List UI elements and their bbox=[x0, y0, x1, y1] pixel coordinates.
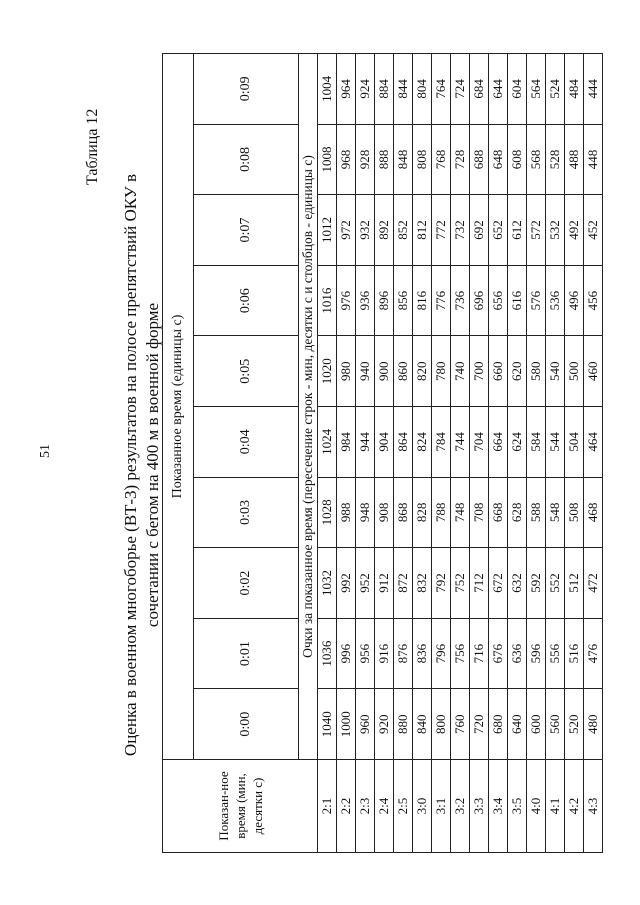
score-cell: 492 bbox=[565, 195, 584, 266]
score-cell: 652 bbox=[489, 195, 508, 266]
score-cell: 536 bbox=[546, 265, 565, 336]
score-cell: 548 bbox=[546, 477, 565, 548]
score-cell: 532 bbox=[546, 195, 565, 266]
score-cell: 1016 bbox=[318, 265, 337, 336]
score-cell: 480 bbox=[584, 689, 603, 760]
row-label: 2:5 bbox=[394, 760, 413, 853]
score-cell: 972 bbox=[337, 195, 356, 266]
score-cell: 996 bbox=[337, 618, 356, 689]
score-cell: 600 bbox=[527, 689, 546, 760]
table-row bbox=[432, 54, 451, 853]
score-cell: 644 bbox=[489, 54, 508, 125]
column-header: 0:09 bbox=[194, 54, 299, 125]
score-cell: 528 bbox=[546, 124, 565, 195]
score-cell: 632 bbox=[508, 548, 527, 619]
score-cell: 488 bbox=[565, 124, 584, 195]
score-cell: 608 bbox=[508, 124, 527, 195]
score-cell: 1000 bbox=[337, 689, 356, 760]
score-cell: 920 bbox=[375, 689, 394, 760]
score-cell: 496 bbox=[565, 265, 584, 336]
score-cell: 500 bbox=[565, 336, 584, 407]
score-cell: 760 bbox=[451, 689, 470, 760]
column-header: 0:05 bbox=[194, 336, 299, 407]
score-cell: 696 bbox=[470, 265, 489, 336]
table-row bbox=[318, 54, 337, 853]
column-header: 0:08 bbox=[194, 124, 299, 195]
score-cell: 636 bbox=[508, 618, 527, 689]
score-cell: 724 bbox=[451, 54, 470, 125]
score-cell: 736 bbox=[451, 265, 470, 336]
score-cell: 1024 bbox=[318, 407, 337, 478]
score-cell: 800 bbox=[432, 689, 451, 760]
title-line-2: сочетании с бегом на 400 м в военной форме bbox=[143, 302, 162, 628]
score-cell: 524 bbox=[546, 54, 565, 125]
score-cell: 692 bbox=[470, 195, 489, 266]
score-cell: 560 bbox=[546, 689, 565, 760]
score-cell: 900 bbox=[375, 336, 394, 407]
score-cell: 812 bbox=[413, 195, 432, 266]
score-cell: 940 bbox=[356, 336, 375, 407]
score-cell: 908 bbox=[375, 477, 394, 548]
table-row bbox=[451, 54, 470, 853]
column-header: 0:03 bbox=[194, 477, 299, 548]
score-cell: 868 bbox=[394, 477, 413, 548]
score-cell: 448 bbox=[584, 124, 603, 195]
row-label: 3:3 bbox=[470, 760, 489, 853]
score-cell: 796 bbox=[432, 618, 451, 689]
score-cell: 816 bbox=[413, 265, 432, 336]
score-cell: 964 bbox=[337, 54, 356, 125]
table-row bbox=[546, 54, 565, 853]
score-cell: 516 bbox=[565, 618, 584, 689]
score-cell: 464 bbox=[584, 407, 603, 478]
score-cell: 928 bbox=[356, 124, 375, 195]
score-cell: 588 bbox=[527, 477, 546, 548]
score-cell: 792 bbox=[432, 548, 451, 619]
score-cell: 580 bbox=[527, 336, 546, 407]
score-cell: 660 bbox=[489, 336, 508, 407]
score-cell: 948 bbox=[356, 477, 375, 548]
score-cell: 752 bbox=[451, 548, 470, 619]
score-cell: 620 bbox=[508, 336, 527, 407]
score-cell: 456 bbox=[584, 265, 603, 336]
score-cell: 688 bbox=[470, 124, 489, 195]
table-row bbox=[375, 54, 394, 853]
table-body bbox=[318, 54, 603, 853]
score-cell: 680 bbox=[489, 689, 508, 760]
score-cell: 720 bbox=[470, 689, 489, 760]
column-header: 0:00 bbox=[194, 689, 299, 760]
score-cell: 980 bbox=[337, 336, 356, 407]
score-cell: 1020 bbox=[318, 336, 337, 407]
score-cell: 1032 bbox=[318, 548, 337, 619]
row-label: 4:2 bbox=[565, 760, 584, 853]
column-header-row bbox=[194, 54, 299, 853]
column-header: 0:07 bbox=[194, 195, 299, 266]
document-title bbox=[120, 105, 164, 825]
table-row bbox=[489, 54, 508, 853]
score-cell: 540 bbox=[546, 336, 565, 407]
score-cell: 848 bbox=[394, 124, 413, 195]
score-cell: 888 bbox=[375, 124, 394, 195]
score-cell: 852 bbox=[394, 195, 413, 266]
score-cell: 592 bbox=[527, 548, 546, 619]
score-cell: 944 bbox=[356, 407, 375, 478]
table-label: Таблица 12 bbox=[84, 108, 101, 185]
table-row bbox=[527, 54, 546, 853]
row-label: 3:1 bbox=[432, 760, 451, 853]
row-label: 2:3 bbox=[356, 760, 375, 853]
row-label: 2:2 bbox=[337, 760, 356, 853]
score-cell: 640 bbox=[508, 689, 527, 760]
score-cell: 892 bbox=[375, 195, 394, 266]
column-header: 0:04 bbox=[194, 407, 299, 478]
page-number: 51 bbox=[38, 444, 53, 458]
score-cell: 836 bbox=[413, 618, 432, 689]
row-label: 2:4 bbox=[375, 760, 394, 853]
score-cell: 544 bbox=[546, 407, 565, 478]
score-cell: 804 bbox=[413, 54, 432, 125]
score-cell: 1004 bbox=[318, 54, 337, 125]
score-cell: 988 bbox=[337, 477, 356, 548]
score-cell: 1008 bbox=[318, 124, 337, 195]
score-cell: 504 bbox=[565, 407, 584, 478]
table-row bbox=[413, 54, 432, 853]
score-cell: 1040 bbox=[318, 689, 337, 760]
score-cell: 444 bbox=[584, 54, 603, 125]
table-row bbox=[470, 54, 489, 853]
score-cell: 788 bbox=[432, 477, 451, 548]
score-cell: 960 bbox=[356, 689, 375, 760]
score-cell: 872 bbox=[394, 548, 413, 619]
score-cell: 584 bbox=[527, 407, 546, 478]
score-cell: 976 bbox=[337, 265, 356, 336]
score-cell: 704 bbox=[470, 407, 489, 478]
score-cell: 564 bbox=[527, 54, 546, 125]
score-cell: 684 bbox=[470, 54, 489, 125]
score-cell: 612 bbox=[508, 195, 527, 266]
score-cell: 628 bbox=[508, 477, 527, 548]
score-cell: 984 bbox=[337, 407, 356, 478]
score-cell: 676 bbox=[489, 618, 508, 689]
score-cell: 616 bbox=[508, 265, 527, 336]
rotated-page-content bbox=[0, 35, 640, 865]
score-cell: 764 bbox=[432, 54, 451, 125]
score-cell: 772 bbox=[432, 195, 451, 266]
corner-header: Показан-ное время (мин, десятки с) bbox=[163, 760, 318, 853]
score-cell: 896 bbox=[375, 265, 394, 336]
table-row bbox=[394, 54, 413, 853]
score-cell: 768 bbox=[432, 124, 451, 195]
score-cell: 992 bbox=[337, 548, 356, 619]
score-cell: 904 bbox=[375, 407, 394, 478]
score-cell: 756 bbox=[451, 618, 470, 689]
score-cell: 572 bbox=[527, 195, 546, 266]
score-cell: 968 bbox=[337, 124, 356, 195]
score-cell: 672 bbox=[489, 548, 508, 619]
score-cell: 556 bbox=[546, 618, 565, 689]
row-label: 3:0 bbox=[413, 760, 432, 853]
score-cell: 576 bbox=[527, 265, 546, 336]
score-cell: 840 bbox=[413, 689, 432, 760]
score-cell: 880 bbox=[394, 689, 413, 760]
column-header: 0:01 bbox=[194, 618, 299, 689]
column-header: 0:06 bbox=[194, 265, 299, 336]
score-cell: 656 bbox=[489, 265, 508, 336]
score-cell: 856 bbox=[394, 265, 413, 336]
score-cell: 844 bbox=[394, 54, 413, 125]
score-cell: 780 bbox=[432, 336, 451, 407]
score-cell: 808 bbox=[413, 124, 432, 195]
sub-header: Очки за показанное время (пересечение строк - мин, десятки с и столбцов - единицы с) bbox=[299, 54, 318, 760]
score-cell: 912 bbox=[375, 548, 394, 619]
table-row bbox=[508, 54, 527, 853]
score-cell: 624 bbox=[508, 407, 527, 478]
score-cell: 512 bbox=[565, 548, 584, 619]
title-line-1: Оценка в военном многоборье (ВТ-3) результатов на полосе препятствий ОКУ в bbox=[121, 173, 140, 757]
table-row bbox=[584, 54, 603, 853]
score-cell: 708 bbox=[470, 477, 489, 548]
score-cell: 460 bbox=[584, 336, 603, 407]
score-cell: 820 bbox=[413, 336, 432, 407]
score-cell: 732 bbox=[451, 195, 470, 266]
score-cell: 916 bbox=[375, 618, 394, 689]
score-cell: 860 bbox=[394, 336, 413, 407]
subnote-row bbox=[299, 54, 318, 853]
score-cell: 740 bbox=[451, 336, 470, 407]
score-cell: 924 bbox=[356, 54, 375, 125]
score-cell: 700 bbox=[470, 336, 489, 407]
score-cell: 864 bbox=[394, 407, 413, 478]
score-cell: 952 bbox=[356, 548, 375, 619]
score-cell: 832 bbox=[413, 548, 432, 619]
table-row bbox=[356, 54, 375, 853]
row-label: 3:2 bbox=[451, 760, 470, 853]
group-header: Показанное время (единицы с) bbox=[163, 54, 194, 760]
column-header: 0:02 bbox=[194, 548, 299, 619]
score-cell: 936 bbox=[356, 265, 375, 336]
score-cell: 728 bbox=[451, 124, 470, 195]
score-cell: 712 bbox=[470, 548, 489, 619]
row-label: 4:3 bbox=[584, 760, 603, 853]
score-cell: 776 bbox=[432, 265, 451, 336]
score-cell: 452 bbox=[584, 195, 603, 266]
table-row bbox=[337, 54, 356, 853]
score-table bbox=[162, 53, 603, 853]
score-cell: 1012 bbox=[318, 195, 337, 266]
score-cell: 1028 bbox=[318, 477, 337, 548]
score-cell: 596 bbox=[527, 618, 546, 689]
row-label: 3:4 bbox=[489, 760, 508, 853]
header-row-group bbox=[163, 54, 194, 853]
score-cell: 552 bbox=[546, 548, 565, 619]
score-cell: 956 bbox=[356, 618, 375, 689]
score-cell: 604 bbox=[508, 54, 527, 125]
score-cell: 828 bbox=[413, 477, 432, 548]
score-cell: 508 bbox=[565, 477, 584, 548]
row-label: 4:0 bbox=[527, 760, 546, 853]
row-label: 4:1 bbox=[546, 760, 565, 853]
row-label: 2:1 bbox=[318, 760, 337, 853]
score-cell: 748 bbox=[451, 477, 470, 548]
score-cell: 664 bbox=[489, 407, 508, 478]
score-cell: 784 bbox=[432, 407, 451, 478]
score-cell: 648 bbox=[489, 124, 508, 195]
score-cell: 716 bbox=[470, 618, 489, 689]
score-cell: 744 bbox=[451, 407, 470, 478]
score-cell: 1036 bbox=[318, 618, 337, 689]
score-cell: 668 bbox=[489, 477, 508, 548]
score-cell: 484 bbox=[565, 54, 584, 125]
score-cell: 520 bbox=[565, 689, 584, 760]
score-cell: 468 bbox=[584, 477, 603, 548]
score-cell: 932 bbox=[356, 195, 375, 266]
score-cell: 476 bbox=[584, 618, 603, 689]
score-cell: 876 bbox=[394, 618, 413, 689]
score-cell: 568 bbox=[527, 124, 546, 195]
table-row bbox=[565, 54, 584, 853]
score-cell: 472 bbox=[584, 548, 603, 619]
score-cell: 824 bbox=[413, 407, 432, 478]
row-label: 3:5 bbox=[508, 760, 527, 853]
score-cell: 884 bbox=[375, 54, 394, 125]
